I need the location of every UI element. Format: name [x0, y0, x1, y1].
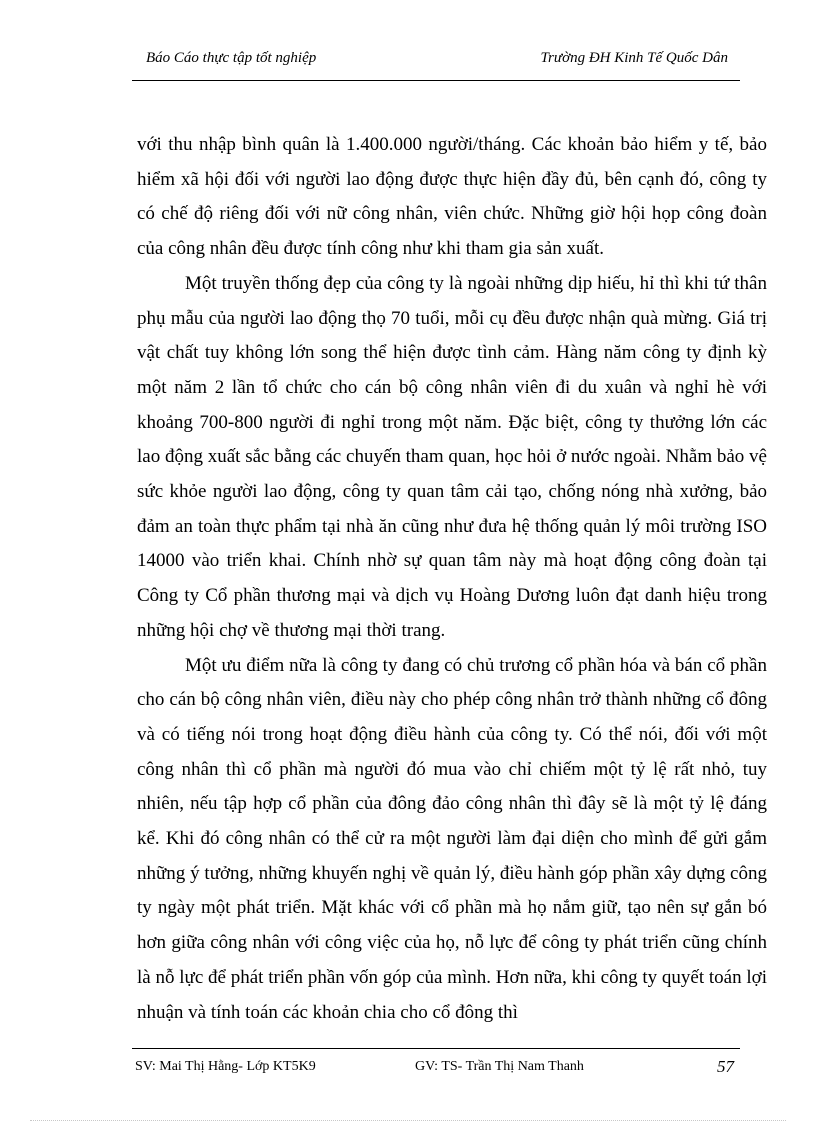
footer-student: SV: Mai Thị Hằng- Lớp KT5K9 — [135, 1059, 316, 1074]
footer-divider — [132, 1048, 740, 1049]
header-report-title: Báo Cáo thực tập tốt nghiệp — [146, 50, 317, 66]
paragraph-equitization: Một ưu điểm nữa là công ty đang có chủ trương cổ phần hóa và bán cổ phần cho cán bộ công nhân viên, điều này cho phép công nhân trở thành những cổ đông và có tiếng nói trong hoạt động điều hành của công ty. Có thể nói, đối với một công nhân thì cổ phần mà người đó mua vào chỉ chiếm một tỷ lệ rất nhỏ, tuy nhiên, nếu tập hợp cổ phần của đông đảo công nhân thì đây sẽ là một tỷ lệ đáng kể. Khi đó công nhân có thể cử ra một người làm đại diện cho mình để gửi gắm những ý tưởng, những khuyến nghị về quản lý, điều hành góp phần xây dựng công ty ngày một phát triển. Mặt khác với cổ phần mà họ nắm giữ, tạo nên sự gắn bó hơn giữa công nhân với công việc của họ, nỗ lực để công ty phát triển cũng chính là nỗ lực để phát triển phần vốn góp của mình. Hơn nữa, khi công ty quyết toán lợi nhuận và tính toán các khoản chia cho cổ đông thì — [137, 654, 767, 1023]
paragraph-tradition: Một truyền thống đẹp của công ty là ngoài những dịp hiếu, hỉ thì khi tứ thân phụ mẫu của người lao động thọ 70 tuổi, mỗi cụ đều được nhận quà mừng. Giá trị vật chất tuy không lớn song thể hiện được tình cảm. Hàng năm công ty định kỳ một năm 2 lần tổ chức cho cán bộ công nhân viên đi du xuân và nghỉ hè với khoảng 700-800 người đi nghỉ trong một năm. Đặc biệt, công ty thưởng lớn các lao động xuất sắc bằng các chuyến tham quan, học hỏi ở nước ngoài. Nhằm bảo vệ sức khỏe người lao động, công ty quan tâm cải tạo, chống nóng nhà xưởng, bảo đảm an toàn thực phẩm tại nhà ăn cũng như đưa hệ thống quản lý môi trường ISO 14000 vào triển khai. Chính nhờ sự quan tâm này mà hoạt động công đoàn tại Công ty Cổ phần thương mại và dịch vụ Hoàng Dương luôn đạt danh hiệu trong những hội chợ về thương mại thời trang. — [137, 272, 767, 641]
page-footer — [135, 1057, 734, 1079]
header-university: Trường ĐH Kinh Tế Quốc Dân — [540, 50, 728, 66]
page-header — [146, 50, 728, 70]
paragraph-continuation: với thu nhập bình quân là 1.400.000 người/tháng. Các khoản bảo hiểm y tế, bảo hiểm xã hội đối với người lao động được thực hiện đầy đủ, bên cạnh đó, công ty có chế độ riêng đối với nữ công nhân, viên chức. Những giờ hội họp công đoàn của công nhân đều được tính công như khi tham gia sản xuất. — [137, 134, 767, 260]
footer-supervisor: GV: TS- Trần Thị Nam Thanh — [415, 1059, 584, 1074]
document-body — [137, 128, 767, 1030]
page-edge-divider — [30, 1120, 786, 1121]
header-divider — [132, 80, 740, 81]
page-number: 57 — [717, 1057, 734, 1076]
